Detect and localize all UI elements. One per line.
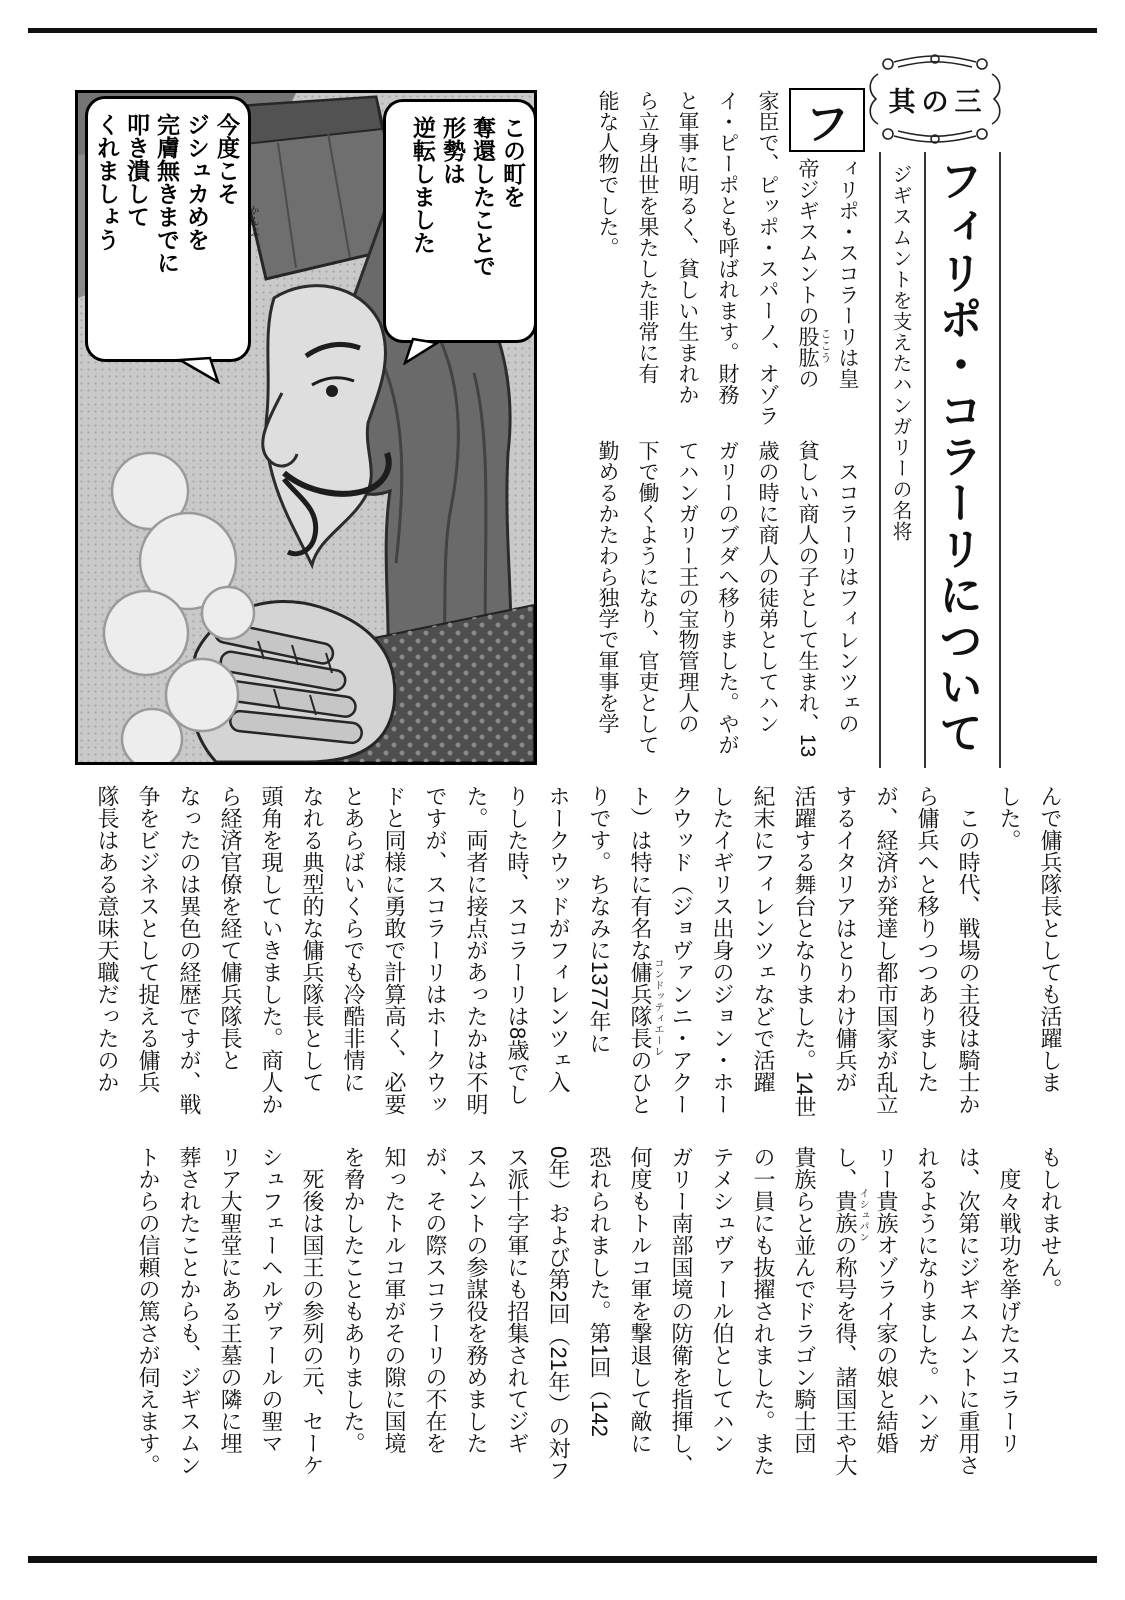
text-column: を脅かしたこともありました。 xyxy=(341,1146,366,1454)
text-column: リア大聖堂にある王墓の隣に埋 xyxy=(218,1146,243,1454)
text-column: 隊長はある意味天職だったのか xyxy=(95,785,120,1093)
speech-bubble-left xyxy=(85,96,251,362)
text-column: なれる典型的な傭兵隊長として xyxy=(300,785,325,1093)
text-column: 知ったトルコ軍がその隙に国境 xyxy=(382,1146,407,1454)
text-column: するイタリアはとりわけ傭兵が xyxy=(833,785,858,1093)
text-column: 何度もトルコ軍を撃退して敵に xyxy=(628,1146,653,1454)
page-subtitle: ジギスムントを支えたハンガリーの名将 xyxy=(889,164,911,542)
text-column: し、貴族の称号を得、諸国王や大 xyxy=(833,1146,858,1476)
part-label: 其の三 xyxy=(888,86,988,117)
text-band-2 xyxy=(578,440,858,772)
speech-line: くれましょう xyxy=(94,113,120,251)
text-column: ホークウッドがフィレンツェ入 xyxy=(546,785,571,1093)
text-column: イ・ピーポとも呼ばれます。財務 xyxy=(716,90,739,405)
text-column: ス派十字軍にも招集されてジギ xyxy=(505,1146,530,1454)
text-column: 死後は国王の参列の元、セーケ xyxy=(300,1146,325,1476)
text-column: ィリポ・スコラーリは皇 xyxy=(836,158,859,389)
text-column: てハンガリー王の宝物管理人の xyxy=(676,440,699,734)
speech-bubble-right xyxy=(383,99,537,343)
text-column: 0年）および第2回（21年）の対フ xyxy=(546,1146,571,1481)
text-band-3 xyxy=(77,785,1061,1139)
manga-panel xyxy=(75,90,537,765)
text-column: ト）は特に有名な傭兵隊長のひと xyxy=(628,785,653,1115)
text-band-1 xyxy=(578,90,858,428)
text-column: 葬されたことからも、ジギスムン xyxy=(177,1146,202,1476)
text-column: 活躍する舞台となりました。14世 xyxy=(792,785,817,1118)
text-column: と軍事に明るく、貧しい生まれか xyxy=(676,90,699,405)
top-rule xyxy=(28,28,1097,33)
text-column: が、その際スコラーリの不在を xyxy=(423,1146,448,1454)
text-column: れるようになりました。ハンガ xyxy=(915,1146,940,1454)
speech-line: ジシュカめを xyxy=(184,113,210,251)
text-column: リー貴族オゾライ家の娘と結婚 xyxy=(874,1146,899,1454)
bottom-rule xyxy=(28,1556,1097,1563)
text-column: とあらばいくらでも冷酷非情に xyxy=(341,785,366,1093)
text-column: 貴族らと並んでドラゴン騎士団 xyxy=(792,1146,817,1454)
text-column: ガリーのブダへ移りました。やが xyxy=(716,440,739,755)
furigana-kokou: ここう xyxy=(819,328,831,364)
furigana-condottiere: コンドッティエーレ xyxy=(652,958,663,1057)
text-column: トからの信頼の篤さが伺えます。 xyxy=(136,1146,161,1476)
text-column: スムントの参謀役を務めました xyxy=(464,1146,489,1454)
title-rule-left xyxy=(879,152,881,768)
text-column: 貧しい商人の子として生まれ、13 xyxy=(796,440,819,758)
text-column: 帝ジギスムントの股肱の xyxy=(796,158,819,389)
speech-line: 叩き潰して xyxy=(124,113,150,228)
text-column: スコラーリはフィレンツェの xyxy=(836,440,859,734)
text-column: 下で働くようになり、官吏として xyxy=(636,440,659,755)
furigana-kanpu: かんぷ xyxy=(247,205,258,238)
text-column: ら傭兵へと移りつつありました xyxy=(915,785,940,1093)
page-title: フィリポ・コラーリについて xyxy=(932,158,981,756)
text-column: 能な人物でした。 xyxy=(596,90,619,258)
speech-line: この町を xyxy=(500,116,526,208)
text-column: は、次第にジギスムントに重用さ xyxy=(956,1146,981,1476)
text-column: 家臣で、ピッポ・スパーノ、オゾラ xyxy=(756,90,779,426)
text-column: テメシュヴァール伯としてハン xyxy=(710,1146,735,1454)
speech-line: 奪還したことで xyxy=(470,116,496,277)
text-column: 度々戦功を挙げたスコラーリ xyxy=(997,1146,1022,1454)
furigana-ispan: イシュパン xyxy=(857,1188,868,1243)
text-band-4 xyxy=(118,1146,1061,1548)
text-column: 恐れられました。第1回（142 xyxy=(587,1146,612,1437)
speech-bubble-left-text xyxy=(94,113,238,351)
text-column: 歳の時に商人の徒弟としてハン xyxy=(756,440,779,734)
text-column: 勤めるかたわら独学で軍事を学 xyxy=(596,440,619,734)
text-column: この時代、戦場の主役は騎士か xyxy=(956,785,981,1115)
text-column: 争をビジネスとして捉える傭兵 xyxy=(136,785,161,1093)
text-column: した。 xyxy=(997,785,1022,851)
bubble-tail xyxy=(176,356,222,384)
bubble-tail xyxy=(402,337,440,365)
text-column: シュフェーヘルヴァールの聖マ xyxy=(259,1146,284,1454)
title-rule-middle xyxy=(924,152,926,768)
text-column: もしれません。 xyxy=(1038,1146,1063,1300)
text-column: が、経済が発達し都市国家が乱立 xyxy=(874,785,899,1115)
text-column: りです。ちなみに1377年に xyxy=(587,785,612,1054)
part-ornament xyxy=(864,52,1006,146)
speech-line: 完膚無きまでに xyxy=(154,113,180,274)
speech-line: 形勢は xyxy=(440,116,466,185)
text-column: りした時、スコラーリは8歳でし xyxy=(505,785,530,1106)
text-column: ら立身出世を果たした非常に有 xyxy=(636,90,659,384)
drop-cap: フ xyxy=(789,88,865,152)
text-column: の一員にも抜擢されました。また xyxy=(751,1146,776,1476)
text-column: したイギリス出身のジョン・ホー xyxy=(710,785,735,1115)
text-column: 頭角を現していきました。商人か xyxy=(259,785,284,1115)
text-column: クウッド（ジョヴァンニ・アクー xyxy=(669,785,694,1115)
text-column: ら経済官僚を経て傭兵隊長と xyxy=(218,785,243,1071)
speech-line: 今度こそ xyxy=(214,113,240,205)
text-column: た。両者に接点があったかは不明 xyxy=(464,785,489,1115)
text-column: 紀末にフィレンツェなどで活躍 xyxy=(751,785,776,1093)
text-column: ドと同様に勇敢で計算高く、必要 xyxy=(382,785,407,1115)
title-rule-right xyxy=(999,152,1001,768)
text-column: ですが、スコラーリはホークウッ xyxy=(423,785,448,1115)
text-column: んで傭兵隊長としても活躍しま xyxy=(1038,785,1063,1093)
speech-bubble-right-text xyxy=(392,116,524,332)
speech-line: 逆転しました xyxy=(410,116,436,254)
text-column: なったのは異色の経歴ですが、戦 xyxy=(177,785,202,1115)
text-column: ガリー南部国境の防衛を指揮し、 xyxy=(669,1146,694,1476)
